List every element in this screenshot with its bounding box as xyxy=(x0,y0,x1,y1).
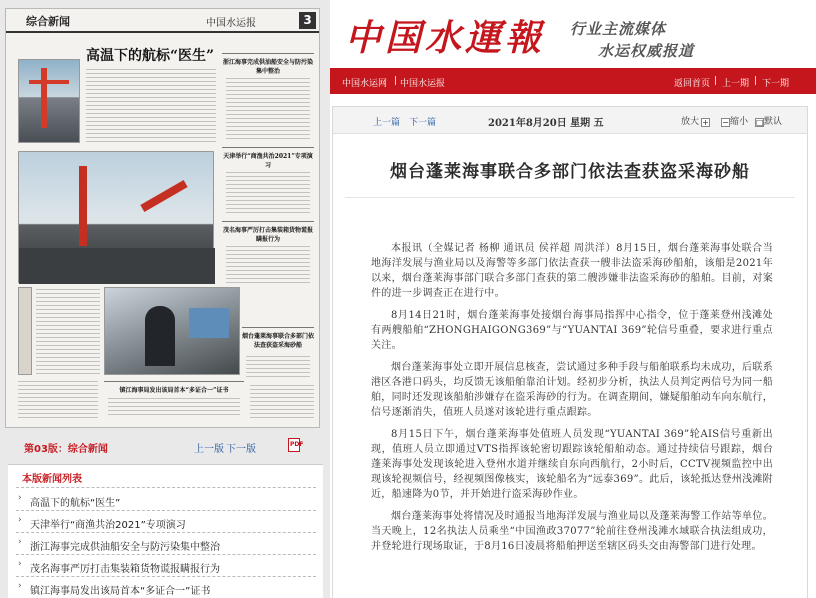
newspaper-story-box[interactable] xyxy=(222,53,314,145)
list-item[interactable] xyxy=(16,557,316,575)
article-panel xyxy=(332,106,808,598)
chevron-right-icon: › xyxy=(18,493,22,503)
zoom-in-label: 放大 xyxy=(681,117,700,127)
chevron-right-icon: › xyxy=(18,581,22,591)
newspaper-story-box[interactable] xyxy=(242,327,314,381)
newspaper-section-name: 综合新闻 xyxy=(26,15,70,28)
newspaper-page-thumbnail[interactable] xyxy=(5,8,320,428)
zoom-reset-button[interactable] xyxy=(753,114,782,127)
crane-arm xyxy=(140,180,187,212)
list-item-label: 茂名海事严厉打击集装箱货物谎报瞒报行为 xyxy=(30,564,220,575)
operator-figure xyxy=(145,306,175,366)
story-text xyxy=(250,385,314,421)
list-divider xyxy=(16,554,316,555)
nav-separator: | xyxy=(754,76,758,86)
newspaper-masthead: 中国水运报 xyxy=(206,18,256,29)
story-text xyxy=(226,78,310,142)
article-paragraph: 烟台蓬莱海事处立即开展信息核查，尝试通过多种手段与船舶联系均未成功，后联系港区各港口码头，均反馈无该船舶靠泊计划。经初步分析，执法人员判定两信号为同一船舶，同时还发现该船舶涉嫌存在盗采海砂的行为。在调查期间，嫌疑船舶动车向东航行，信号逐渐消失，值班人员遂对该轮进行重点跟踪。 xyxy=(371,362,773,418)
crane-mast xyxy=(41,68,47,128)
newspaper-page-number: 3 xyxy=(299,12,316,29)
list-item[interactable] xyxy=(16,579,316,597)
previous-page-link[interactable]: 上一版 xyxy=(194,444,224,455)
pdf-icon-glyph: PDF xyxy=(290,441,304,448)
article-title: 烟台蓬莱海事联合多部门依法查获盗采海砂船 xyxy=(390,162,750,182)
list-item-label: 高温下的航标“医生” xyxy=(30,498,121,509)
side-photo xyxy=(18,287,32,375)
article-paragraph: 8月14日21时，烟台蓬莱海事处接烟台海事局指挥中心指令，位于蓬莱登州浅滩处有两艘船舶“ZHONGHAIGONG369”与“YUANTAI 369”轮信号重叠，要求进行重点关注。 xyxy=(371,310,773,351)
chevron-right-icon: › xyxy=(18,515,22,525)
ship-hull xyxy=(19,248,215,284)
zoom-reset-label: 默认 xyxy=(764,117,783,127)
previous-article-link[interactable]: 上一篇 xyxy=(373,118,401,128)
story-text xyxy=(108,398,240,418)
reset-icon: □ xyxy=(756,118,764,127)
title-divider xyxy=(345,197,795,198)
brand-slogan-1: 行业主流媒体 xyxy=(570,20,667,38)
story-text xyxy=(18,381,98,421)
story-text xyxy=(226,172,310,216)
nav-separator: | xyxy=(714,76,718,86)
top-nav-bar xyxy=(330,68,816,94)
issue-date: 2021年8月20日 星期 五 xyxy=(488,118,604,129)
story-text xyxy=(226,246,310,284)
pdf-icon[interactable] xyxy=(288,438,304,452)
nav-link-water-transport-paper[interactable]: 中国水运报 xyxy=(400,79,446,89)
nav-separator: | xyxy=(394,76,398,86)
newspaper-story-title: 浙江海事完成供油船安全与防污染集中整治 xyxy=(222,59,313,75)
newspaper-story-title: 镇江海事局发出该局首本“多证合一”证书 xyxy=(119,387,229,394)
newspaper-story-box[interactable] xyxy=(222,147,314,219)
nav-link-water-transport-net[interactable]: 中国水运网 xyxy=(342,79,388,89)
next-issue-link[interactable]: 下一期 xyxy=(762,79,790,89)
list-item[interactable] xyxy=(16,535,316,553)
newspaper-story-title: 烟台蓬莱海事联合多部门依法查获盗采海砂船 xyxy=(242,333,315,349)
story-text xyxy=(36,289,100,375)
chevron-right-icon: › xyxy=(18,559,22,569)
list-divider xyxy=(16,532,316,533)
zoom-out-button[interactable] xyxy=(719,114,748,127)
crane-mast xyxy=(79,166,87,246)
brand-logo[interactable]: 中国水運報 xyxy=(345,17,546,59)
news-list-header: 本版新闻列表 xyxy=(22,474,82,485)
article-paragraph: 烟台蓬莱海事处将情况及时通报当地海洋发展与渔业局以及蓬莱海警工作站等单位。当天晚上，12名执法人员乘坐“中国渔政37077”轮前往登州浅滩水域联合执法组成功，并登轮进行现场取证，于8月16日凌晨将船舶押送至辖区码头交由海警部门进行处理。 xyxy=(371,511,773,552)
article-paragraph: 8月15日下午，烟台蓬莱海事处值班人员发现“YUANTAI 369”轮AIS信号重新出现，值班人员立即通过VTS指挥该轮密切跟踪该轮船舶动态。通过持续信号跟踪，烟台蓬莱海事处发现该轮进入登州水道并继续自东向西航行，2小时后，CCTV视频监控中出现该轮视频信号，经视频图像核实，该轮船名为“远泰369”。此后，该轮抵达登州浅滩附近，船速降为0节，并开始进行盗采海砂作业。 xyxy=(371,429,773,500)
previous-issue-link[interactable]: 上一期 xyxy=(722,79,750,89)
newspaper-page-header xyxy=(6,9,320,33)
newspaper-lead-headline[interactable]: 高温下的航标“医生” xyxy=(86,48,215,64)
list-divider xyxy=(16,576,316,577)
newspaper-story-title: 茂名海事严厉打击集装箱货物谎报瞒报行为 xyxy=(222,227,313,243)
article-toolbar xyxy=(333,107,807,134)
list-item-label: 浙江海事完成供油船安全与防污染集中整治 xyxy=(30,542,220,553)
current-page-section[interactable]: 第03版：综合新闻 xyxy=(24,444,108,455)
left-column xyxy=(0,0,330,598)
crane-arm xyxy=(29,80,69,84)
zoom-out-label: 缩小 xyxy=(730,117,749,127)
story-text xyxy=(246,356,310,378)
list-item-label: 镇江海事局发出该局首本“多证合一”证书 xyxy=(30,586,211,597)
page-navigation-bar xyxy=(8,437,323,454)
article-paragraph: 本报讯（全媒记者 杨柳 通讯员 侯祥超 周洪洋）8月15日，烟台蓬莱海事处联合当地海洋发展与渔业局以及海警等多部门依法查获一艘非法盗采海砂船舶，该船是2021年以来，烟台蓬莱海事部门联合多部门查获的第二艘涉嫌非法盗采海砂的船舶。目前，对案件的进一步调查正在进行中。 xyxy=(371,243,773,299)
zoom-in-button[interactable] xyxy=(681,114,710,127)
crane-ship-photo xyxy=(18,151,214,283)
minus-icon: − xyxy=(722,118,729,127)
newspaper-story-title: 天津举行“商渔共治2021”专项演习 xyxy=(223,153,313,169)
list-item[interactable] xyxy=(16,513,316,531)
monitor-screen xyxy=(189,308,229,338)
next-article-link[interactable]: 下一篇 xyxy=(409,118,437,128)
lead-story-text xyxy=(86,69,216,145)
buoy-crane-photo xyxy=(18,59,80,143)
next-page-link[interactable]: 下一版 xyxy=(226,444,256,455)
control-room-photo xyxy=(104,287,240,375)
list-item-label: 天津举行“商渔共治2021”专项演习 xyxy=(30,520,186,531)
page-news-list xyxy=(8,464,323,598)
brand-slogan-2: 水运权威报道 xyxy=(598,42,695,60)
plus-icon: + xyxy=(702,118,709,127)
article-body xyxy=(371,241,773,561)
newspaper-story-box[interactable] xyxy=(222,221,314,287)
newspaper-story-box[interactable] xyxy=(104,381,244,421)
back-home-link[interactable]: 返回首页 xyxy=(674,79,711,89)
list-divider xyxy=(16,510,316,511)
list-item[interactable] xyxy=(16,491,316,509)
chevron-right-icon: › xyxy=(18,537,22,547)
list-divider xyxy=(16,487,316,488)
